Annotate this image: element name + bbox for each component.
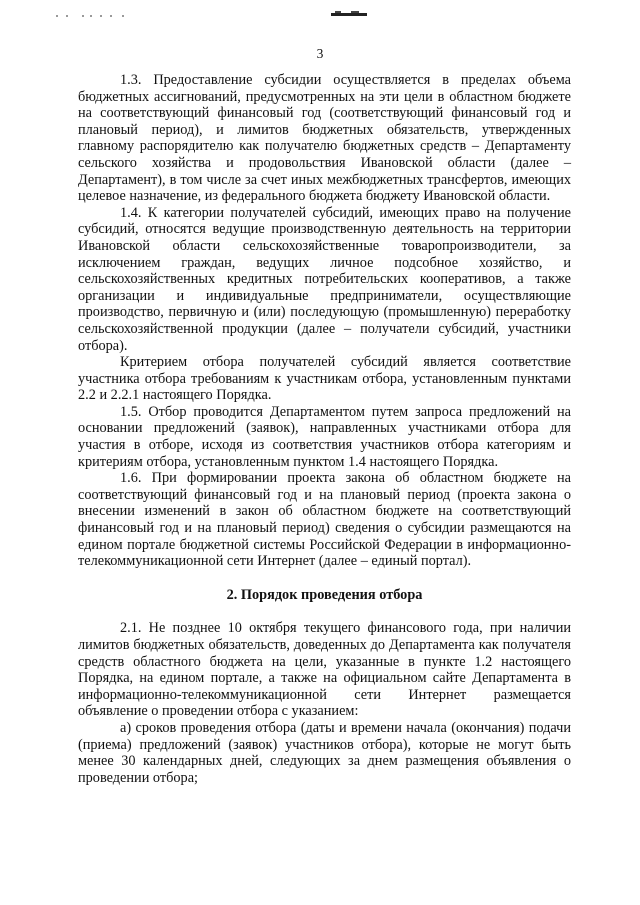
scan-artifact-mark — [331, 11, 367, 18]
paragraph-1-5: 1.5. Отбор проводится Департаментом путем запроса предложений на основании предложений (заявок), направленных участниками отбора для участия в отборе, исходя из соответствия участников отбора категориям и критериям отбора, установленным пунктом 1.4 настоящего Порядка. — [78, 403, 571, 470]
scan-artifact-dots — [56, 14, 126, 18]
paragraph-2-1-a: а) сроков проведения отбора (даты и времени начала (окончания) подачи (приема) предложений (заявок) участников отбора), которые не могут быть менее 30 календарных дней, следующих за днем размещения объявления о проведении отбора; — [78, 719, 571, 786]
document-body — [78, 72, 571, 786]
page-number: 3 — [316, 46, 324, 61]
paragraph-1-3: 1.3. Предоставление субсидии осуществляется в пределах объема бюджетных ассигнований, предусмотренных на эти цели в областном бюджете на соответствующий финансовый год (соответствующий финансовый год и плановый период), и лимитов бюджетных обязательств, утвержденных главному распорядителю как получателю бюджетных средств – Департаменту сельского хозяйства и продовольствия Ивановской области (далее – Департамент), в том числе за счет иных межбюджетных трансфертов, имеющих целевое назначение, из федерального бюджета бюджету Ивановской области. — [78, 72, 571, 205]
section-heading: 2. Порядок проведения отбора — [226, 586, 423, 603]
paragraph-1-4: 1.4. К категории получателей субсидий, имеющих право на получение субсидий, относятся ведущие производственную деятельность на территории Ивановской области сельскохозяйственные товаропроизводители, за исключением граждан, ведущих личное подсобное хозяйство, и сельскохозяйственных кредитных потребительских кооперативов, а также организации и индивидуальные предприниматели, осуществляющие производство, первичную и (или) последующую (промышленную) переработку сельскохозяйственной продукции (далее – получатели субсидий, участники отбора). — [78, 204, 571, 354]
paragraph-1-6: 1.6. При формировании проекта закона об областном бюджете на соответствующий финансовый год и на плановый период (проекта закона о внесении изменений в закон об областном бюджете на соответствующий финансовый год и на плановый период) сведения о субсидии размещаются на едином портале бюджетной системы Российской Федерации в информационно-телекоммуникационной сети Интернет (далее – единый портал). — [78, 470, 571, 570]
paragraph-2-1: 2.1. Не позднее 10 октября текущего финансового года, при наличии лимитов бюджетных обязательств, доведенных до Департамента как получателя средств областного бюджета на цели, указанные в пункте 1.2 настоящего Порядка, на едином портале, а также на официальном сайте Департамента в информационно-телекоммуникационной сети Интернет размещается объявление о проведении отбора с указанием: — [78, 620, 571, 720]
paragraph-1-4-criteria: Критерием отбора получателей субсидий является соответствие участника отбора требованиям к участникам отбора, установленным пунктами 2.2 и 2.2.1 настоящего Порядка. — [78, 354, 571, 404]
